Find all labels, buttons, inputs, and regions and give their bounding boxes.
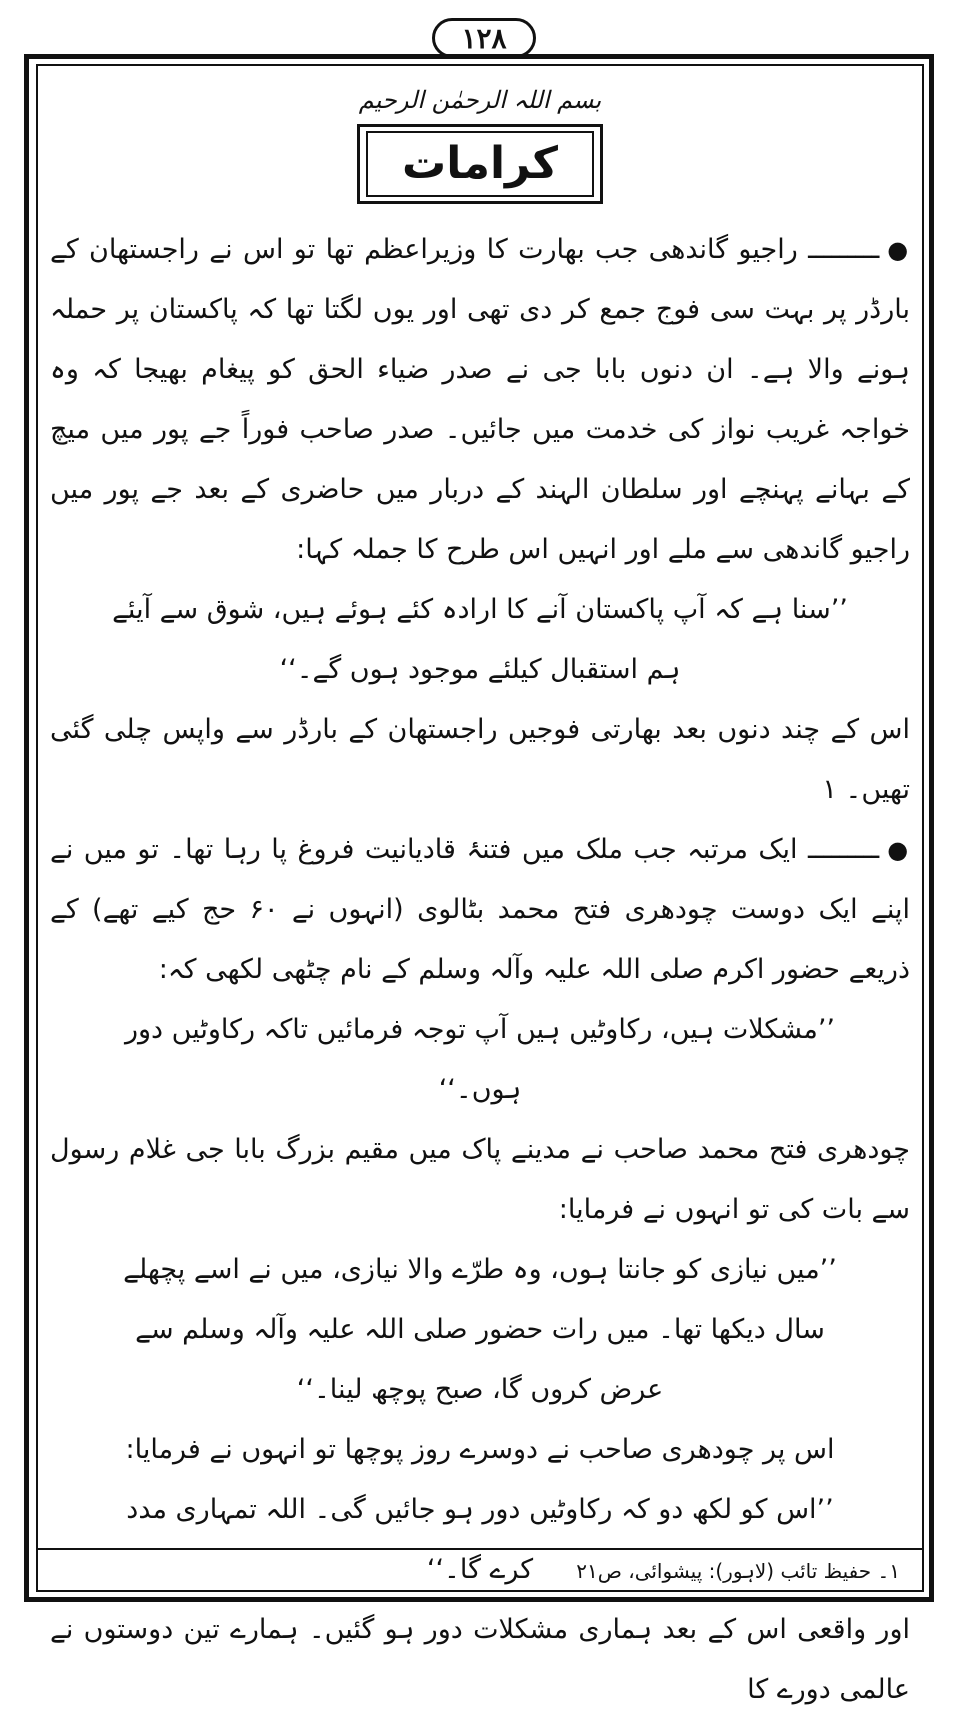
text: ’’اس کو لکھ دو کہ رکاوٹیں دور ہو جائیں گی۔ اللہ تمہاری مدد کرے گا۔‘‘ — [126, 1494, 834, 1585]
quotation — [50, 580, 910, 700]
footnote-divider — [36, 1548, 924, 1550]
text: اس پر چودھری صاحب نے دوسرے روز پوچھا تو انہوں نے فرمایا: — [125, 1434, 835, 1465]
paragraph — [50, 700, 910, 820]
text: اس کے چند دنوں بعد بھارتی فوجیں راجستھان کے بارڈر سے واپس چلی گئی تھیں۔ ۱ — [50, 714, 910, 805]
paragraph — [50, 1600, 910, 1720]
quotation — [50, 1420, 910, 1480]
text: ’’مشکلات ہیں، رکاوٹیں ہیں آپ توجہ فرمائیں تاکہ رکاوٹیں دور ہوں۔‘‘ — [124, 1014, 835, 1105]
paragraph — [50, 220, 910, 580]
quotation — [50, 1000, 910, 1120]
bullet-icon: ● — [887, 236, 910, 264]
page-number: ۱۲۸ — [432, 18, 536, 58]
quotation — [50, 1240, 910, 1420]
paragraph — [50, 820, 910, 1000]
title-box — [50, 124, 910, 204]
text: ’’میں نیازی کو جانتا ہوں، وہ طرّے والا نیازی، میں نے اسے پچھلے سال دیکھا تھا۔ میں رات حضور صلی اللہ علیہ وآلہ وسلم سے عرض کروں گا، صبح پوچھ لینا۔‘‘ — [123, 1254, 837, 1405]
body-text — [50, 220, 910, 1720]
text: اور واقعی اس کے بعد ہماری مشکلات دور ہو گئیں۔ ہمارے تین دوستوں نے عالمی دورے کا — [50, 1614, 910, 1705]
page-content — [50, 82, 910, 1720]
text: چودھری فتح محمد صاحب نے مدینے پاک میں مقیم بزرگ بابا جی غلام رسول سے بات کی تو انہوں نے فرمایا: — [50, 1134, 910, 1225]
paragraph — [50, 1120, 910, 1240]
bullet-icon: ● — [887, 836, 910, 864]
chapter-title: کرامات — [366, 131, 594, 197]
bismillah: بسم اللہ الرحمٰن الرحیم — [358, 86, 602, 114]
footnote: ۱۔ حفیظ تائب (لاہور): پیشوائی، ص۲۱ — [576, 1559, 900, 1583]
text: ’’سنا ہے کہ آپ پاکستان آنے کا ارادہ کئے ہوئے ہیں، شوق سے آیئے ہم استقبال کیلئے موجود ہوں گے۔‘‘ — [112, 594, 848, 685]
text: ـــــــــ ایک مرتبہ جب ملک میں فتنۂ قادیانیت فروغ پا رہا تھا۔ تو میں نے اپنے ایک دوست چودھری فتح محمد بٹالوی (انہوں نے ۶۰ حج کیے تھے) کے ذریعے حضور اکرم صلی اللہ علیہ وآلہ وسلم کے نام چٹھی لکھی کہ: — [50, 834, 911, 985]
text: ـــــــــ راجیو گاندھی جب بھارت کا وزیراعظم تھا تو اس نے راجستھان کے بارڈر پر بہت سی فوج جمع کر دی تھی اور یوں لگتا تھا کہ پاکستان پر حملہ ہونے والا ہے۔ ان دنوں بابا جی نے صدر ضیاء الحق کو پیغام بھیجا کہ وہ خواجہ غریب نواز کی خدمت میں جائیں۔ صدر صاحب فوراً جے پور میں میچ کے بہانے پہنچے اور سلطان الہند کے دربار میں حاضری کے بعد جے پور میں راجیو گاندھی سے ملے اور انہیں اس طرح کا جملہ کہا: — [50, 234, 910, 565]
